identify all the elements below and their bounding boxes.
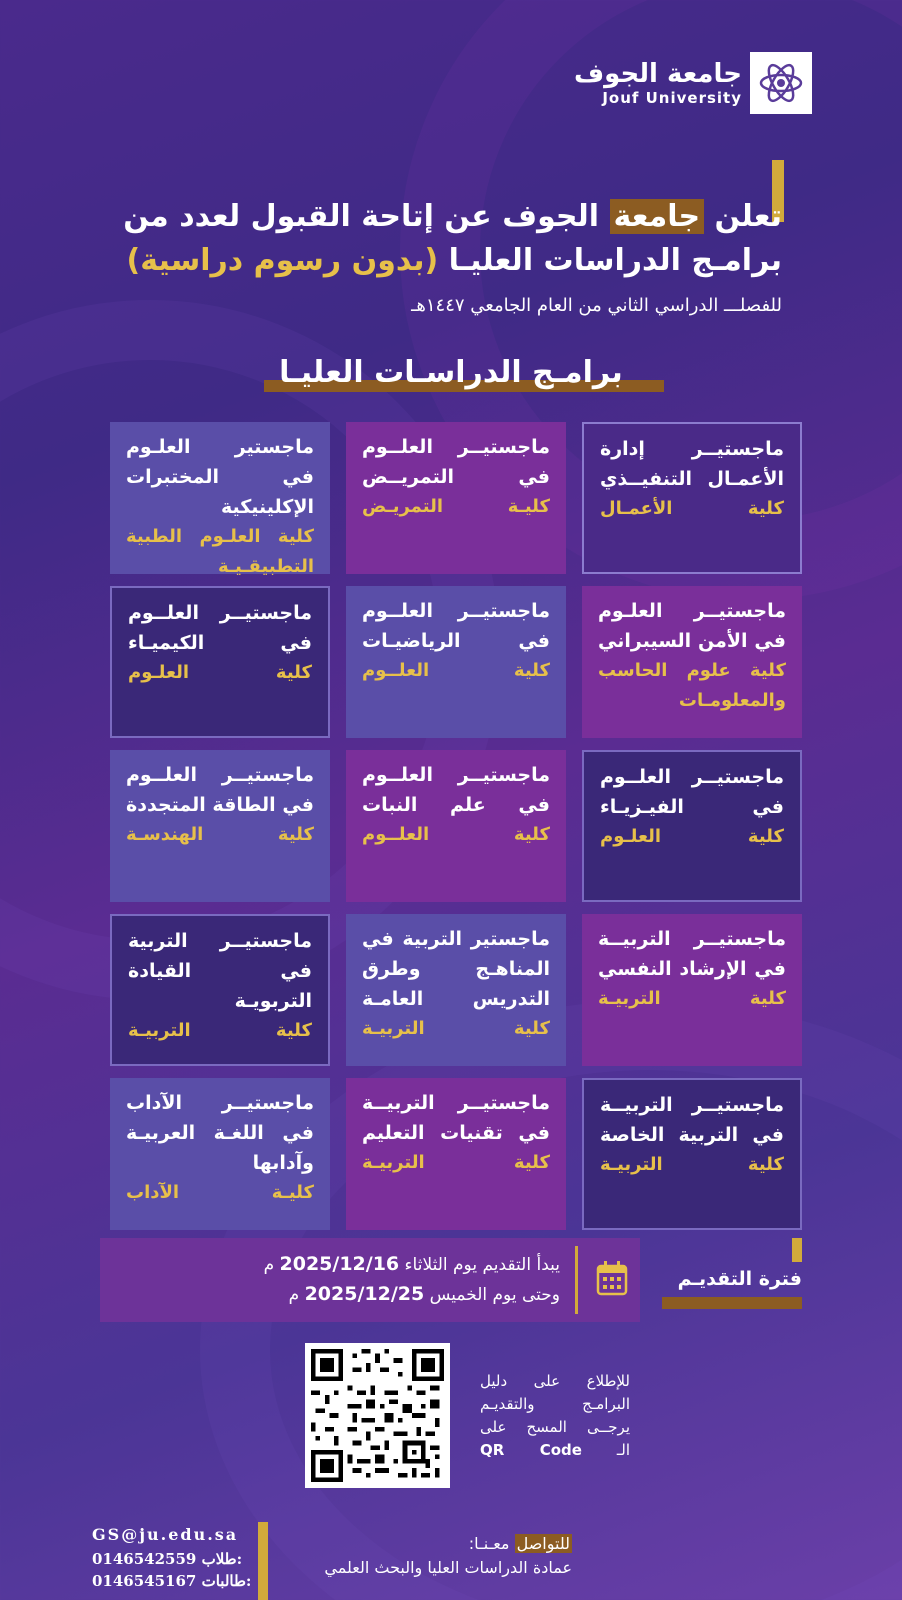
program-college: كلية الأعمـال <box>600 498 784 519</box>
contact-heading <box>324 1532 572 1580</box>
program-title: ماجستيــر العلــوم في الفيـزيـاء <box>600 766 784 818</box>
application-period-label: فترة التقديـم <box>677 1268 802 1290</box>
qr-code-label: QR Code <box>480 1441 582 1459</box>
program-card <box>110 586 330 738</box>
program-title: ماجستيــر العلــوم في الكيميـاء <box>128 602 312 654</box>
announcement-line-1: تعلن جامعة الجوف عن إتاحة القبول لعدد من <box>123 199 782 234</box>
university-logo <box>574 52 812 114</box>
program-title: ماجستير العلـوم في المختبرات الإكلينيكية <box>126 436 314 518</box>
program-college: كلية العلـوم <box>600 826 784 847</box>
program-card <box>346 750 566 902</box>
program-card <box>346 914 566 1066</box>
application-period-box <box>100 1238 640 1322</box>
no-fees-note: (بدون رسوم دراسية) <box>126 243 439 278</box>
program-title: ماجستيــر إدارة الأعمـال التنفيــذي <box>600 438 784 490</box>
program-card <box>582 1078 802 1230</box>
contact-details <box>92 1522 251 1592</box>
program-college: كلية الهندسـة <box>126 824 314 845</box>
announcement-line-2: برامـج الدراسات العليـا (بدون رسوم دراسية) <box>126 243 782 278</box>
program-college: كلية التربيـة <box>362 1018 550 1039</box>
programs-grid <box>100 422 802 1232</box>
program-card <box>110 914 330 1066</box>
students-phone: 0146542559 طلاب: <box>92 1550 243 1568</box>
contact-divider <box>258 1522 268 1600</box>
program-card <box>110 422 330 577</box>
program-college: كلية التربيـة <box>598 988 786 1009</box>
program-college: كليـة التمريـض <box>362 496 550 517</box>
female-students-phone: 0146545167 طالبات: <box>92 1572 252 1590</box>
program-college: كلية التربيـة <box>362 1152 550 1173</box>
program-card <box>582 586 802 738</box>
program-title: ماجستيــر العلــوم في الرياضيـات <box>362 600 550 652</box>
program-card <box>346 586 566 738</box>
program-card <box>582 914 802 1066</box>
program-title: ماجستيــر العلــوم في الطاقة المتجددة <box>126 764 314 816</box>
program-card <box>582 750 802 902</box>
contact-department: عمادة الدراسات العليا والبحث العلمي <box>324 1558 572 1577</box>
program-title: ماجستيــر التربية في القيادة التربويـة <box>128 930 312 1012</box>
program-college: كلية علوم الحاسب والمعلومـات <box>598 660 786 711</box>
contact-title: للتواصل معـنـا: <box>468 1534 570 1553</box>
program-title: ماجستيــر التربيــة في الإرشاد النفسي <box>598 928 786 980</box>
program-college: كلية العلـوم <box>128 662 312 683</box>
qr-code-image[interactable] <box>305 1343 450 1488</box>
highlighted-word: جامعة <box>610 199 705 234</box>
program-title: ماجستير التربية في المناهـج وطرق التدريس العامـة <box>362 928 550 1010</box>
qr-instructions: للإطلاع على دليل البرامـج والتقديـم يرجــى المسح على الـ QR Code <box>480 1372 630 1459</box>
program-title: ماجستيــر العلــوم في علم النبات <box>362 764 550 816</box>
announcement-heading <box>102 195 782 323</box>
program-card <box>110 750 330 902</box>
program-college: كليـة الآداب <box>126 1182 314 1203</box>
end-date: 2025/12/25 <box>304 1283 425 1305</box>
program-title: ماجستيــر التربيــة في التربية الخاصة <box>600 1094 784 1146</box>
program-title: ماجستيــر التربيــة في تقنيات التعليم <box>362 1092 550 1144</box>
period-divider <box>575 1246 578 1314</box>
program-college: كلية العلــوم <box>362 660 550 681</box>
calendar-icon <box>596 1260 628 1296</box>
program-card <box>582 422 802 574</box>
program-title: ماجستيــر الآداب في اللغـة العربيـة وآدابها <box>126 1092 314 1174</box>
program-card <box>110 1078 330 1230</box>
period-accent-bar <box>792 1238 802 1262</box>
program-college: كلية العلــوم <box>362 824 550 845</box>
program-college: كلية التربيـة <box>600 1154 784 1175</box>
program-title: ماجستيــر العلــوم في التمريــض <box>362 436 550 488</box>
program-college: كلية التربيـة <box>128 1020 312 1041</box>
contact-email[interactable]: GS@ju.edu.sa <box>92 1525 239 1544</box>
program-college: كلية العلـوم الطبية التطبيقـيـة <box>126 526 314 577</box>
end-date-line: وحتى يوم الخميس 2025/12/25 م <box>288 1283 560 1305</box>
program-title: ماجستيــر العلـوم في الأمن السيبراني <box>598 600 786 652</box>
logo-english-name: Jouf University <box>602 89 742 107</box>
start-date: 2025/12/16 <box>279 1253 400 1275</box>
section-title: برامـج الدراسـات العليـا <box>279 355 623 390</box>
start-date-line: يبدأ التقديم يوم الثلاثاء 2025/12/16 م <box>263 1253 560 1275</box>
semester-note: للفصلـــ الدراسي الثاني من العام الجامعي ١٤٤٧هـ <box>411 295 782 316</box>
atom-logo-icon <box>750 52 812 114</box>
period-label-underline <box>662 1297 802 1309</box>
program-card <box>346 1078 566 1230</box>
logo-arabic-name: جامعة الجوف <box>573 59 742 89</box>
program-card <box>346 422 566 574</box>
